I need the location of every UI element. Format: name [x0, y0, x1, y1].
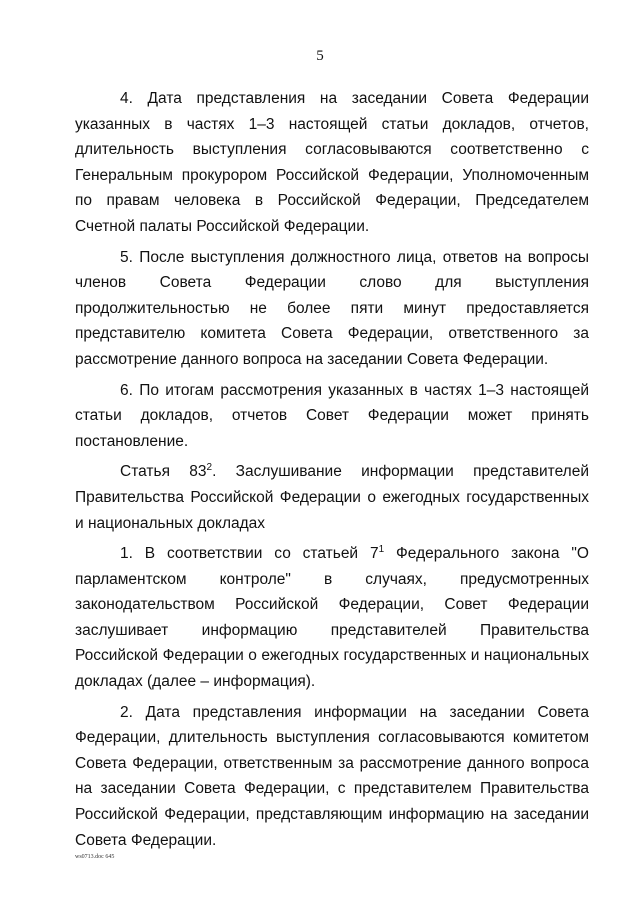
paragraph-text: . Заслушивание информации представителей Правительства Российской Федерации о ежегодных государственных и национальных докладах [75, 463, 589, 532]
paragraph-text: 1. В соответствии со статьей 7 [120, 545, 379, 563]
paragraph-article-83-2-item-1 [75, 541, 589, 695]
paragraph-article-83-2-item-2 [75, 700, 589, 854]
paragraph-item-6 [75, 378, 589, 455]
paragraph-text: Статья 83 [120, 463, 207, 481]
article-83-2-heading [75, 459, 589, 536]
footer-document-code: ws0713.doc 645 [75, 854, 115, 860]
paragraph-item-4 [75, 86, 589, 240]
superscript-index: 2 [206, 462, 213, 474]
paragraph-text: 5. После выступления должностного лица, ответов на вопросы членов Совета Федерации слово для выступления продолжительностью не более пяти минут предоставляется представителю комитета Совета Федерации, ответственного за рассмотрение данного вопроса на заседании Совета Федерации. [75, 248, 589, 368]
document-body [75, 86, 589, 858]
paragraph-text: 2. Дата представления информации на заседании Совета Федерации, длительность выступления согласовываются комитетом Совета Федерации, ответственным за рассмотрение данного вопроса на заседании Совета Федерации, с представителем Правительства Российской Федерации, представляющим информацию на заседании Совета Федерации. [75, 703, 589, 849]
paragraph-text: Федерального закона "О парламентском контроле" в случаях, предусмотренных законодательством Российской Федерации, Совет Федерации заслушивает информацию представителей Правительства Российской Федерации о ежегодных государственных и национальных докладах (далее – информация). [75, 545, 589, 691]
paragraph-text: 6. По итогам рассмотрения указанных в частях 1–3 настоящей статьи докладов, отчетов Совет Федерации может принять постановление. [75, 381, 589, 450]
paragraph-item-5 [75, 245, 589, 373]
page-number: 5 [316, 48, 324, 64]
superscript-index: 1 [378, 543, 385, 555]
paragraph-text: 4. Дата представления на заседании Совета Федерации указанных в частях 1–3 настоящей статьи докладов, отчетов, длительность выступления согласовываются соответственно с Генеральным прокурором Российской Федерации, Уполномоченным по правам человека в Российской Федерации, Председателем Счетной палаты Российской Федерации. [75, 90, 589, 235]
